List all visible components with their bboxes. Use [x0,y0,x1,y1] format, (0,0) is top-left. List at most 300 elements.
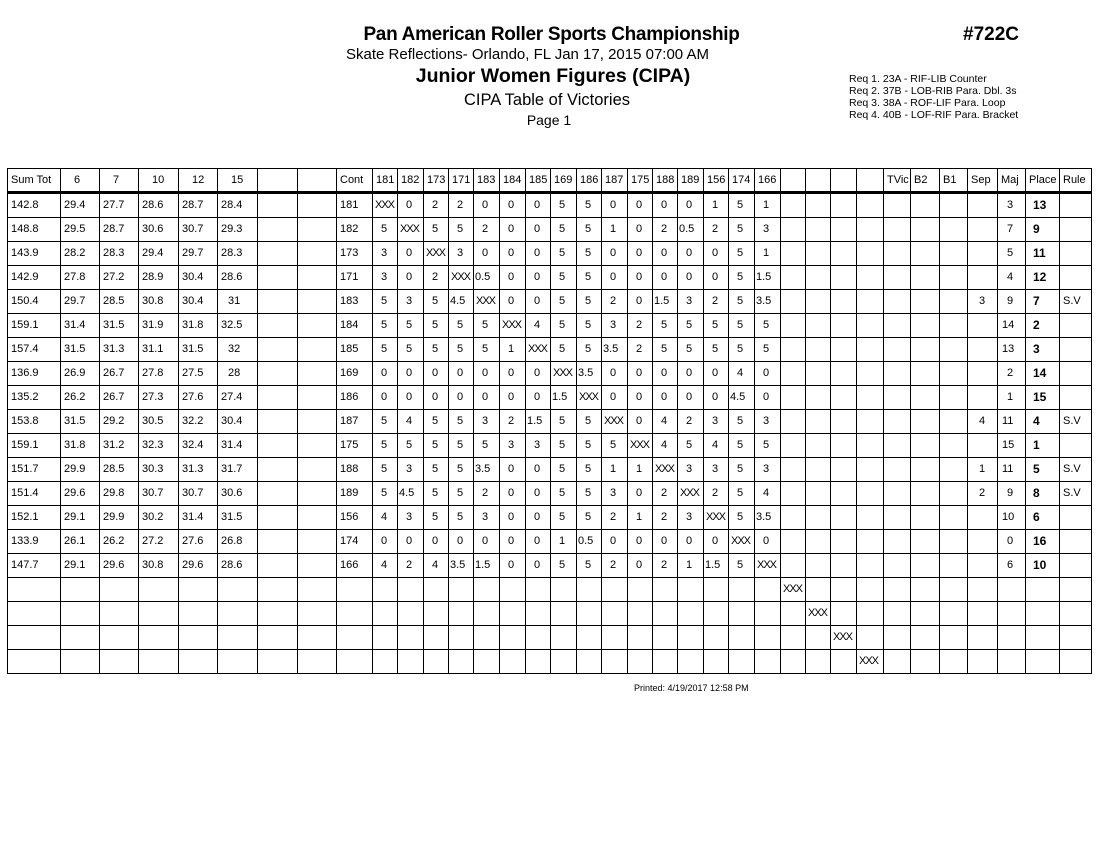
table-cell: 26.7 [100,362,139,386]
table-cell: 31.7 [218,458,258,482]
table-cell [940,218,968,242]
table-cell [806,578,831,602]
table-cell [884,386,911,410]
table-cell: 26.1 [61,530,100,554]
table-cell [1060,266,1092,290]
table-cell: 5 [678,434,704,458]
table-cell: 0 [678,242,704,266]
table-cell [831,314,857,338]
table-cell [258,290,298,314]
table-cell: 5 [602,434,628,458]
table-cell [998,626,1026,650]
table-cell: 2 [602,506,628,530]
table-cell [1060,362,1092,386]
table-cell: 0 [628,530,653,554]
table-cell: 31.8 [61,434,100,458]
column-header [806,169,831,193]
table-cell: 4.5 [729,386,755,410]
table-cell [258,338,298,362]
table-cell [628,602,653,626]
table-cell: 26.8 [218,530,258,554]
table-cell: 5 [729,410,755,434]
table-cell: 0 [526,458,551,482]
table-cell: 26.7 [100,386,139,410]
table-cell [139,626,179,650]
table-cell: 31.5 [61,410,100,434]
table-cell: 5 [449,314,474,338]
table-cell: 5 [449,506,474,530]
table-cell: 0 [526,266,551,290]
table-cell: 166 [337,554,373,578]
table-cell: 2 [474,218,500,242]
table-cell: 0 [602,386,628,410]
table-cell [831,482,857,506]
table-cell [806,290,831,314]
diagonal-marker-cell: XXX [755,554,781,578]
table-cell [1060,626,1092,650]
table-cell: 5 [729,290,755,314]
event-name: Junior Women Figures (CIPA) [415,65,691,87]
table-cell: 11 [1026,242,1060,266]
table-cell: 7 [998,218,1026,242]
table-cell: 0 [602,193,628,218]
table-cell: 3 [398,290,424,314]
table-row [8,530,1092,554]
table-cell: 0 [424,530,449,554]
table-cell: 3 [968,290,998,314]
table-cell [781,650,806,674]
table-cell [884,650,911,674]
table-cell: 16 [1026,530,1060,554]
table-cell: 15 [1026,386,1060,410]
table-cell [781,434,806,458]
table-cell [911,266,940,290]
table-cell: 0 [628,482,653,506]
table-cell: 5 [398,434,424,458]
table-cell [940,602,968,626]
report-subtitle: CIPA Table of Victories [463,91,630,109]
column-header: B1 [940,169,968,193]
table-cell: 2 [424,193,449,218]
table-cell [298,626,337,650]
table-cell: 5 [577,434,602,458]
table-cell [857,193,884,218]
table-cell: 0 [678,362,704,386]
table-cell [911,482,940,506]
table-cell: 4 [704,434,729,458]
table-cell: 182 [337,218,373,242]
table-cell [298,362,337,386]
table-cell: 5 [577,266,602,290]
diagonal-marker-cell: XXX [831,626,857,650]
table-cell [1060,650,1092,674]
table-cell: 29.1 [61,554,100,578]
table-cell: 1.5 [474,554,500,578]
table-cell: 3.5 [474,458,500,482]
table-cell: 0.5 [474,266,500,290]
table-cell: 5 [551,506,577,530]
table-cell [831,578,857,602]
table-cell [781,338,806,362]
table-cell [806,338,831,362]
table-cell [139,602,179,626]
table-cell: 3 [398,458,424,482]
table-cell [968,530,998,554]
table-cell [806,386,831,410]
table-cell [781,386,806,410]
table-cell [831,290,857,314]
table-cell: 183 [337,290,373,314]
table-cell [500,602,526,626]
table-cell: 5 [373,482,398,506]
table-cell [911,314,940,338]
table-cell [653,650,678,674]
table-cell: 26.2 [61,386,100,410]
table-cell [8,578,61,602]
table-cell [602,650,628,674]
table-cell [884,626,911,650]
table-cell: 5 [449,218,474,242]
table-cell: 29.5 [61,218,100,242]
championship-title: Pan American Roller Sports Championship [363,24,740,45]
table-cell [398,650,424,674]
table-cell [884,193,911,218]
table-cell [474,626,500,650]
table-cell [806,530,831,554]
table-row [8,266,1092,290]
table-cell: 0 [678,386,704,410]
table-cell [258,218,298,242]
table-cell: 31.4 [218,434,258,458]
table-cell [373,602,398,626]
table-cell: 4 [653,434,678,458]
requirements-list [849,73,1018,121]
column-header [298,169,337,193]
table-cell [704,578,729,602]
table-cell: 30.6 [139,218,179,242]
table-cell: 0 [628,242,653,266]
printed-timestamp: Printed: 4/19/2017 12:58 PM [634,683,749,693]
table-row [8,482,1092,506]
table-cell: 4 [755,482,781,506]
table-cell [940,290,968,314]
table-cell: 185 [337,338,373,362]
table-cell: 31.8 [179,314,218,338]
table-cell: 5 [577,506,602,530]
table-cell: 5 [755,314,781,338]
table-cell: 7 [1026,290,1060,314]
table-cell [911,650,940,674]
table-cell: 5 [424,410,449,434]
table-cell [500,626,526,650]
column-header: 187 [602,169,628,193]
table-cell: 5 [729,193,755,218]
table-cell: 5 [551,338,577,362]
table-cell: 142.8 [8,193,61,218]
table-cell [298,193,337,218]
table-cell: 5 [678,338,704,362]
table-cell: 5 [755,434,781,458]
table-cell [884,410,911,434]
table-cell [911,218,940,242]
table-cell: 5 [474,338,500,362]
table-cell [100,626,139,650]
table-cell: 4 [729,362,755,386]
table-cell [298,386,337,410]
table-cell: 29.7 [61,290,100,314]
table-cell: 0 [755,386,781,410]
table-cell: 5 [449,410,474,434]
table-cell [857,554,884,578]
table-cell: 1 [628,458,653,482]
table-cell [911,193,940,218]
table-cell: 14 [998,314,1026,338]
table-cell [337,626,373,650]
table-cell [911,290,940,314]
diagonal-marker-cell: XXX [806,602,831,626]
table-cell [258,386,298,410]
table-cell [831,362,857,386]
table-cell [298,314,337,338]
table-cell: 0.5 [577,530,602,554]
table-cell: 147.7 [8,554,61,578]
diagonal-marker-cell: XXX [704,506,729,530]
table-cell: 13 [1026,193,1060,218]
table-cell: 0 [500,266,526,290]
table-cell [179,626,218,650]
table-cell [755,650,781,674]
table-cell: 0 [474,386,500,410]
table-cell: 5 [373,410,398,434]
table-cell: 32.2 [179,410,218,434]
table-cell [100,602,139,626]
table-cell: 28.3 [218,242,258,266]
table-cell [577,578,602,602]
table-cell [474,602,500,626]
column-header: 166 [755,169,781,193]
table-cell [806,218,831,242]
table-cell [806,434,831,458]
table-cell [298,578,337,602]
table-cell: 5 [551,410,577,434]
table-cell: 4 [526,314,551,338]
table-cell: 2 [500,410,526,434]
table-cell [884,578,911,602]
table-cell: 184 [337,314,373,338]
table-cell: 5 [551,290,577,314]
table-cell: 5 [474,314,500,338]
table-cell: 3 [755,218,781,242]
table-cell [968,193,998,218]
table-cell: 9 [1026,218,1060,242]
table-cell: 150.4 [8,290,61,314]
requirement-item: Req 4. 40B - LOF-RIF Para. Bracket [849,109,1019,121]
table-cell: 30.4 [179,290,218,314]
column-header: Place [1026,169,1060,193]
table-cell [61,650,100,674]
table-cell: 3 [474,410,500,434]
table-cell [218,650,258,674]
table-cell: 5 [424,218,449,242]
table-cell: 4 [1026,410,1060,434]
table-cell [258,314,298,338]
table-cell: 0 [678,266,704,290]
table-cell: 10 [998,506,1026,530]
table-cell [831,193,857,218]
table-cell [968,338,998,362]
table-cell [884,554,911,578]
table-cell [1060,530,1092,554]
table-cell [831,266,857,290]
table-cell: 27.3 [139,386,179,410]
table-cell: 30.3 [139,458,179,482]
table-cell [781,266,806,290]
table-cell: 5 [729,266,755,290]
table-cell: 1 [602,218,628,242]
table-cell [781,410,806,434]
table-cell: 28.9 [139,266,179,290]
table-row [8,626,1092,650]
table-cell: 0 [526,506,551,530]
diagonal-marker-cell: XXX [781,578,806,602]
table-row [8,410,1092,434]
table-cell [911,578,940,602]
table-cell: 2 [449,193,474,218]
table-cell [337,578,373,602]
table-cell: 0 [628,218,653,242]
table-cell: 4 [968,410,998,434]
table-cell [806,626,831,650]
table-cell: 1 [602,458,628,482]
table-cell: 28.3 [100,242,139,266]
table-cell: 0 [500,290,526,314]
table-cell [911,242,940,266]
table-cell: 1 [1026,434,1060,458]
table-cell [258,650,298,674]
table-cell [884,338,911,362]
table-cell: 0 [474,362,500,386]
table-cell [298,506,337,530]
table-cell [729,602,755,626]
table-cell: 31.4 [61,314,100,338]
table-cell: 29.4 [61,193,100,218]
diagonal-marker-cell: XXX [551,362,577,386]
table-cell: 31.5 [61,338,100,362]
table-cell: 5 [474,434,500,458]
event-code: #722C [963,24,1019,45]
column-header: 12 [179,169,218,193]
table-cell: 1.5 [653,290,678,314]
table-cell: 0 [628,554,653,578]
table-cell [911,458,940,482]
table-cell: 2 [602,290,628,314]
table-cell: 188 [337,458,373,482]
table-cell: 5 [577,458,602,482]
table-cell: 5 [577,314,602,338]
table-cell [218,626,258,650]
table-cell: 0 [449,530,474,554]
table-cell [1026,602,1060,626]
table-cell [806,410,831,434]
table-cell [884,290,911,314]
table-cell: 5 [577,338,602,362]
table-cell [1060,314,1092,338]
table-cell: 0 [424,386,449,410]
table-cell: 30.7 [179,218,218,242]
table-cell: 30.8 [139,554,179,578]
table-cell [831,242,857,266]
table-cell: 29.1 [61,506,100,530]
table-cell: 0 [474,530,500,554]
table-cell: 27.4 [218,386,258,410]
table-cell: 8 [1026,482,1060,506]
table-cell [857,362,884,386]
table-cell: 3 [1026,338,1060,362]
table-cell: 151.4 [8,482,61,506]
table-cell: 1 [704,193,729,218]
table-cell: 13 [998,338,1026,362]
column-header: 10 [139,169,179,193]
table-cell: 30.7 [179,482,218,506]
table-cell: 151.7 [8,458,61,482]
table-cell [911,386,940,410]
table-cell: 181 [337,193,373,218]
table-cell: 6 [1026,506,1060,530]
table-cell [551,602,577,626]
table-cell: 5 [373,314,398,338]
table-cell: 0 [500,242,526,266]
column-header: 169 [551,169,577,193]
table-cell: 5 [551,218,577,242]
table-cell: 3 [678,506,704,530]
table-cell [424,602,449,626]
diagonal-marker-cell: XXX [424,242,449,266]
table-cell: 189 [337,482,373,506]
table-cell [998,602,1026,626]
table-cell [806,506,831,530]
table-cell: 3 [398,506,424,530]
table-cell [298,650,337,674]
table-cell: 27.2 [139,530,179,554]
table-cell [8,650,61,674]
table-cell [373,650,398,674]
table-cell [526,578,551,602]
table-cell: 5 [449,458,474,482]
table-cell: 5 [551,193,577,218]
table-cell: 5 [424,338,449,362]
column-header [258,169,298,193]
table-cell [806,314,831,338]
table-cell: 5 [577,410,602,434]
table-cell [831,530,857,554]
diagonal-marker-cell: XXX [526,338,551,362]
table-cell: 0 [474,242,500,266]
table-cell: 31.4 [179,506,218,530]
table-cell: 5 [653,314,678,338]
table-cell [968,434,998,458]
table-cell [1026,578,1060,602]
table-row [8,458,1092,482]
table-cell [1060,242,1092,266]
table-cell: 0 [628,290,653,314]
diagonal-marker-cell: XXX [857,650,884,674]
table-cell: 15 [998,434,1026,458]
table-cell [857,242,884,266]
table-cell: 28.6 [139,193,179,218]
table-cell: 1 [551,530,577,554]
table-cell: 5 [1026,458,1060,482]
table-cell: 5 [373,434,398,458]
